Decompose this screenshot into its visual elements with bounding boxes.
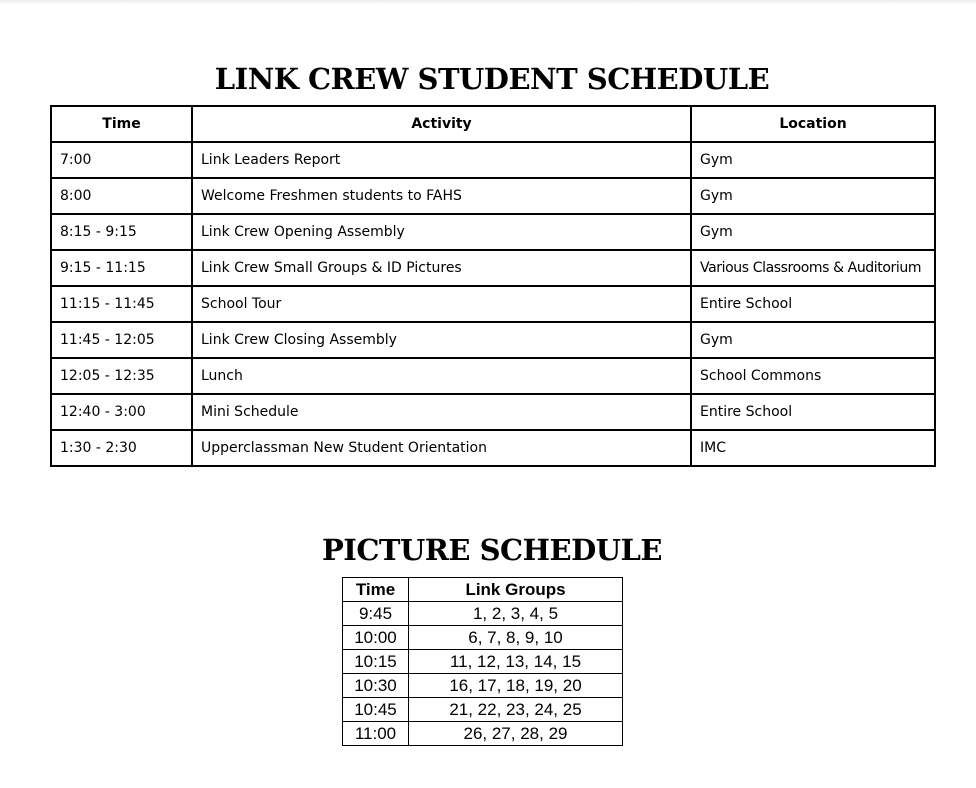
table-row (51, 394, 935, 430)
location-cell: Gym (691, 322, 935, 358)
location-cell: Gym (691, 178, 935, 214)
picture-time-cell: 10:00 (343, 626, 409, 650)
activity-cell: School Tour (192, 286, 691, 322)
location-cell: Entire School (691, 394, 935, 430)
time-cell: 8:15 - 9:15 (51, 214, 192, 250)
activity-cell: Upperclassman New Student Orientation (192, 430, 691, 466)
picture-time-cell: 10:15 (343, 650, 409, 674)
link-groups-cell: 6, 7, 8, 9, 10 (409, 626, 623, 650)
picture-row (343, 698, 623, 722)
picture-row (343, 626, 623, 650)
location-cell: School Commons (691, 358, 935, 394)
time-column-header: Time (51, 106, 192, 142)
picture-header-row (343, 578, 623, 602)
activity-cell: Link Leaders Report (192, 142, 691, 178)
link-groups-cell: 1, 2, 3, 4, 5 (409, 602, 623, 626)
time-cell: 8:00 (51, 178, 192, 214)
activity-cell: Welcome Freshmen students to FAHS (192, 178, 691, 214)
table-row (51, 214, 935, 250)
time-cell: 9:15 - 11:15 (51, 250, 192, 286)
activity-cell: Link Crew Closing Assembly (192, 322, 691, 358)
table-row (51, 322, 935, 358)
table-header-row (51, 106, 935, 142)
student-schedule-table (50, 105, 936, 467)
picture-schedule-title: PICTURE SCHEDULE (321, 533, 663, 567)
location-cell: IMC (691, 430, 935, 466)
time-cell: 12:40 - 3:00 (51, 394, 192, 430)
link-groups-cell: 21, 22, 23, 24, 25 (409, 698, 623, 722)
activity-cell: Lunch (192, 358, 691, 394)
location-cell: Various Classrooms & Auditorium (691, 250, 935, 286)
picture-time-cell: 10:30 (343, 674, 409, 698)
table-row (51, 142, 935, 178)
picture-row (343, 722, 623, 746)
activity-cell: Mini Schedule (192, 394, 691, 430)
link-groups-cell: 26, 27, 28, 29 (409, 722, 623, 746)
location-cell: Gym (691, 142, 935, 178)
picture-time-cell: 9:45 (343, 602, 409, 626)
table-row (51, 286, 935, 322)
picture-time-header: Time (343, 578, 409, 602)
activity-cell: Link Crew Opening Assembly (192, 214, 691, 250)
time-cell: 11:15 - 11:45 (51, 286, 192, 322)
location-cell: Gym (691, 214, 935, 250)
student-schedule-title: LINK CREW STUDENT SCHEDULE (214, 62, 770, 96)
activity-column-header: Activity (192, 106, 691, 142)
time-cell: 7:00 (51, 142, 192, 178)
picture-schedule-table (342, 577, 623, 746)
time-cell: 12:05 - 12:35 (51, 358, 192, 394)
location-cell: Entire School (691, 286, 935, 322)
time-cell: 11:45 - 12:05 (51, 322, 192, 358)
activity-cell: Link Crew Small Groups & ID Pictures (192, 250, 691, 286)
picture-time-cell: 11:00 (343, 722, 409, 746)
table-row (51, 430, 935, 466)
table-row (51, 178, 935, 214)
location-column-header: Location (691, 106, 935, 142)
picture-row (343, 602, 623, 626)
table-row (51, 250, 935, 286)
picture-time-cell: 10:45 (343, 698, 409, 722)
page-top-edge (0, 0, 976, 4)
picture-row (343, 674, 623, 698)
link-groups-cell: 16, 17, 18, 19, 20 (409, 674, 623, 698)
link-groups-header: Link Groups (409, 578, 623, 602)
table-row (51, 358, 935, 394)
link-groups-cell: 11, 12, 13, 14, 15 (409, 650, 623, 674)
picture-row (343, 650, 623, 674)
time-cell: 1:30 - 2:30 (51, 430, 192, 466)
